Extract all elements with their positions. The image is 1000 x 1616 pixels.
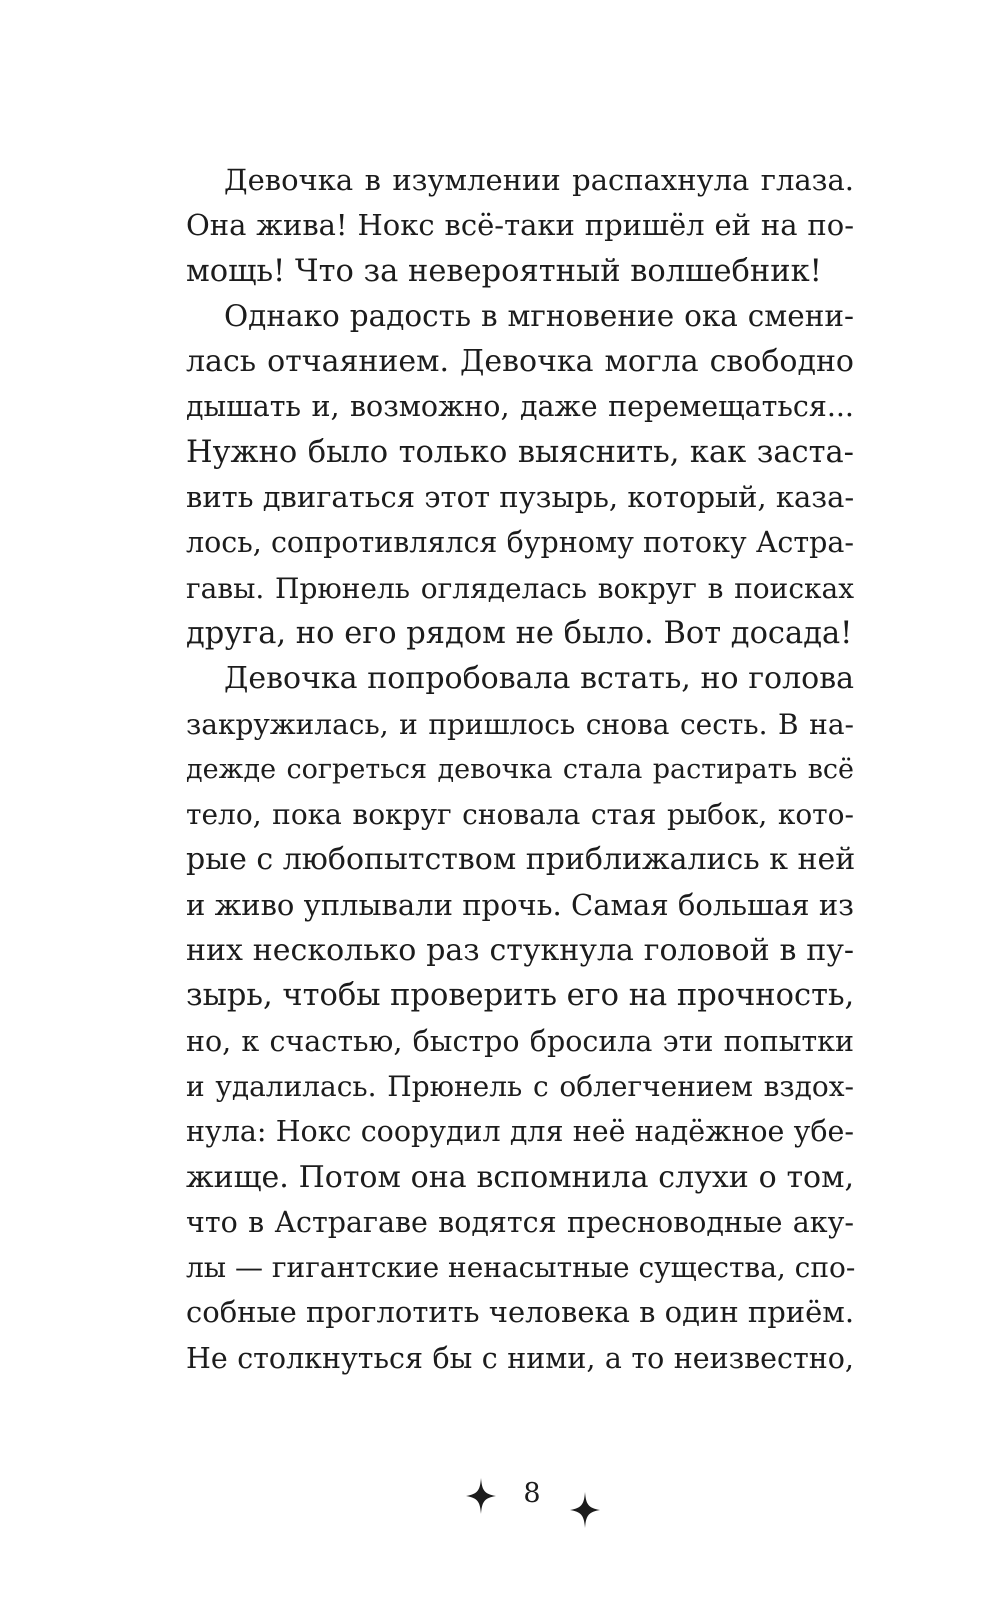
page-text-block <box>186 158 854 1381</box>
text-line: гавы. Прюнель огляделась вокруг в поисках <box>186 571 854 605</box>
text-line: лась отчаянием. Девочка могла свободно <box>186 344 854 380</box>
text-line: Не столкнуться бы с ними, а то неизвестно, <box>186 1341 854 1375</box>
text-line: Нужно было только выяснить, как заста- <box>186 434 854 470</box>
page-number: 8 <box>523 1478 541 1509</box>
text-line: них несколько раз стукнула головой в пу- <box>186 933 854 969</box>
text-line: закружилась, и пришлось снова сесть. В на- <box>186 707 854 741</box>
four-point-star-icon <box>466 1478 496 1514</box>
text-line: Девочка в изумлении распахнула глаза. <box>224 163 854 197</box>
page-footer <box>0 1470 1000 1550</box>
text-line: но, к счастью, быстро бросила эти попытки <box>186 1024 854 1058</box>
text-line: тело, пока вокруг сновала стая рыбок, кото- <box>186 798 854 832</box>
text-line: дежде согреться девочка стала растирать всё <box>186 753 854 785</box>
text-line: мощь! Что за невероятный волшебник! <box>186 253 822 289</box>
text-line: Однако радость в мгновение ока смени- <box>224 298 854 333</box>
text-line: друга, но его рядом не было. Вот досада! <box>186 615 853 651</box>
four-point-star-icon <box>570 1492 600 1528</box>
text-line: лось, сопротивлялся бурному потоку Астра- <box>186 526 854 560</box>
text-line: Девочка попробовала встать, но голова <box>224 661 854 697</box>
text-line: и удалилась. Прюнель с облегчением вздох- <box>186 1069 854 1103</box>
text-line: жище. Потом она вспомнила слухи о том, <box>186 1159 854 1195</box>
text-line: рые с любопытством приближались к ней <box>186 842 856 878</box>
paragraph-2 <box>186 294 854 656</box>
text-line: Она жива! Нокс всё-таки пришёл ей на по- <box>186 208 854 243</box>
text-line: собные проглотить человека в один приём. <box>186 1295 855 1330</box>
text-line: и живо уплывали прочь. Самая большая из <box>186 887 854 922</box>
text-line: лы — гигантские ненасытные существа, спо- <box>186 1251 856 1285</box>
text-line: нула: Нокс соорудил для неё надёжное убе- <box>186 1115 854 1149</box>
paragraph-3 <box>186 656 854 1381</box>
text-line: дышать и, возможно, даже перемещаться... <box>186 390 854 424</box>
text-line: вить двигаться этот пузырь, который, каза- <box>186 480 855 515</box>
text-line: что в Астрагаве водятся пресноводные аку- <box>186 1205 854 1239</box>
paragraph-1 <box>186 158 854 294</box>
text-line: зырь, чтобы проверить его на прочность, <box>186 978 855 1014</box>
